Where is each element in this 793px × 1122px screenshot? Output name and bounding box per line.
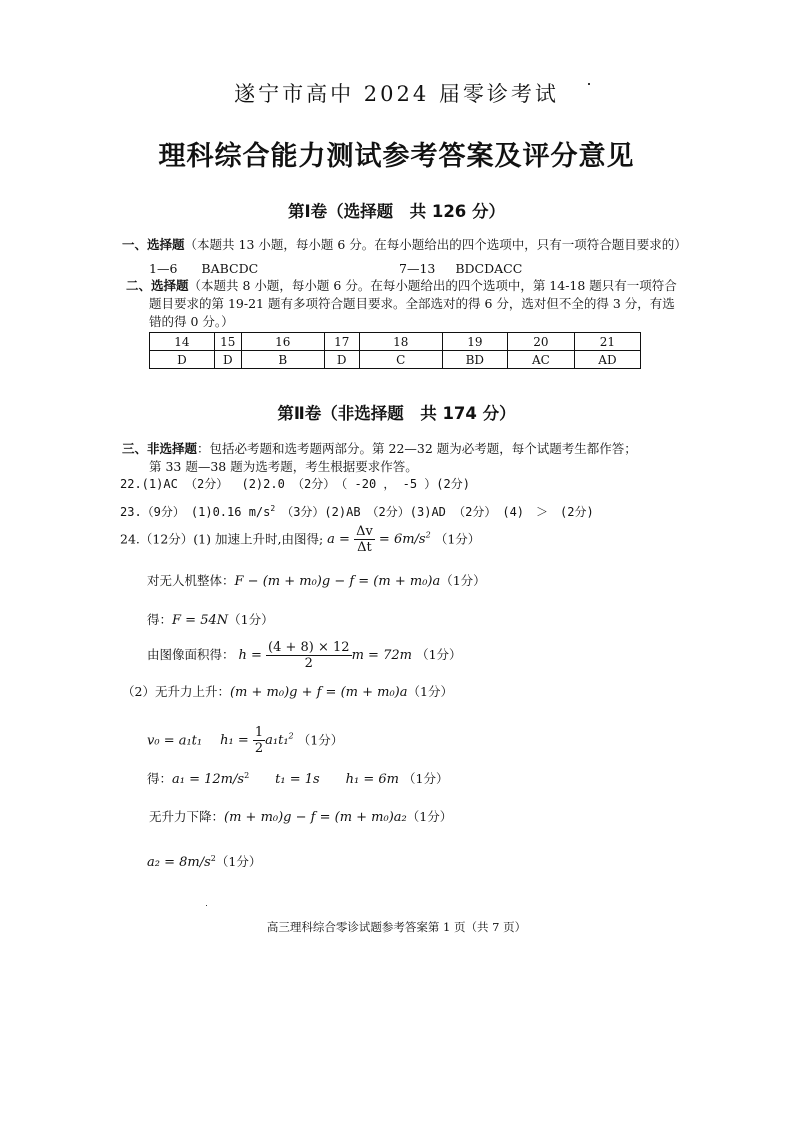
table-cell: 16	[241, 333, 324, 351]
table-cell: 17	[324, 333, 359, 351]
stray-mark	[588, 83, 590, 85]
q24-accel-lhs: a =	[327, 532, 355, 548]
table-cell: BD	[442, 351, 507, 369]
section3-line1: ：包括必考题和选考题两部分。第 22—32 题为必考题，每个试题考生都作答；	[197, 441, 637, 456]
table-cell: D	[214, 351, 241, 369]
table-cell: 20	[507, 333, 574, 351]
table-cell: B	[241, 351, 324, 369]
section2-line1: （本题共 8 小题，每小题 6 分。在每小题给出的四个选项中，第 14-18 题只有一项符合	[188, 278, 677, 293]
q24-get2-sup: 2	[244, 771, 250, 780]
q23-part-a: 23.（9分） (1)0.16 m/s	[120, 505, 271, 519]
q24-part2-line	[122, 683, 453, 701]
q24-accel-sup: 2	[425, 531, 431, 540]
q24-points-5: （1分）	[407, 684, 453, 699]
section2-line3: 错的得 0 分。）	[149, 314, 234, 329]
q24-area-lhs: h =	[238, 648, 267, 663]
table-cell: 19	[442, 333, 507, 351]
q24-a2-sup: 2	[210, 854, 216, 863]
section2-label: 二、选择题	[126, 278, 189, 293]
q24-down-eq: (m + m₀)g − f = (m + m₀)a₂	[224, 810, 407, 825]
q24-accel-rhs: = 6m/s	[374, 532, 426, 548]
q24-height-rhs: a₁t₁	[265, 733, 289, 749]
q24-accel-fraction	[354, 524, 375, 555]
q24-area-fraction	[266, 640, 352, 671]
section2-line2: 题目要求的第 19-21 题有多项符合题目要求。全部选对的得 6 分，选对但不全的得 3 分，有选	[149, 296, 675, 311]
table-cell: D	[150, 351, 215, 369]
q24-part2-label: （2）无升力上升：	[122, 684, 230, 699]
q24-area-rhs: m = 72m	[351, 648, 412, 663]
q24-height-fraction	[253, 725, 265, 756]
table-cell: 14	[150, 333, 215, 351]
q24-get2-label: 得：	[147, 771, 173, 787]
q24-height-lhs: h₁ =	[220, 733, 253, 749]
q24-get2-eq: a₁ = 12m/s	[172, 772, 245, 788]
table-cell: C	[359, 351, 442, 369]
q24-a2-line	[147, 850, 261, 871]
section3-label: 三、非选择题	[122, 441, 198, 456]
q24-points-6: （1分）	[297, 732, 344, 748]
page-footer: 高三理科综合零诊试题参考答案第 1 页（共 7 页）	[266, 920, 527, 934]
q24-get-eq: F = 54N	[172, 613, 229, 628]
exam-title: 遂宁市高中 2024 届零诊考试	[234, 82, 559, 106]
q24-intro: 24.（12分）(1) 加速上升时,由图得;	[120, 531, 324, 547]
q24-velocity-line	[147, 722, 343, 756]
answers-1-6-range: 1—6	[149, 261, 178, 276]
q24-down-line	[149, 808, 452, 826]
q24-accel-num: Δv	[356, 524, 373, 540]
q24-points-2: （1分）	[440, 573, 486, 588]
part1-heading: 第Ⅰ卷（选择题 共 126 分）	[287, 202, 506, 221]
table-cell: 15	[214, 333, 241, 351]
q24-get-line	[147, 611, 274, 629]
section3-line2: 第 33 题—38 题为选考题，考生根据要求作答。	[149, 459, 418, 474]
q24-points-8: （1分）	[406, 809, 453, 824]
table-cell: 18	[359, 333, 442, 351]
q24-height-sup: 2	[288, 732, 294, 741]
section2-instructions	[126, 277, 677, 294]
q24-points-7: （1分）	[403, 771, 449, 787]
q24-height-den: 2	[254, 741, 264, 757]
q24-height-num: 1	[254, 725, 264, 741]
part2-heading: 第Ⅱ卷（非选择题 共 174 分）	[277, 404, 516, 423]
q24-velocity-eq: v₀ = a₁t₁	[147, 733, 203, 749]
answer-q22: 22.(1)AC （2分） (2)2.0 （2分） （ -20 ， -5 ）(2分)	[120, 477, 470, 491]
q24-whole-line	[147, 572, 486, 590]
answers-7-13-value: BDCDACC	[455, 261, 523, 276]
stray-mark	[206, 905, 207, 906]
q24-points-3: （1分）	[228, 612, 274, 627]
q24-accel-den: Δt	[357, 540, 372, 556]
q24-points-9: （1分）	[215, 854, 262, 870]
table-row-numbers	[150, 333, 641, 351]
q24-down-label: 无升力下降：	[149, 809, 225, 824]
answers-1-6	[149, 260, 258, 277]
q24-height-formula	[220, 725, 298, 757]
q24-whole-label: 对无人机整体：	[147, 573, 235, 588]
q24-get-label: 得：	[147, 612, 173, 627]
answers-7-13-range: 7—13	[399, 261, 436, 276]
table-cell: AD	[574, 351, 640, 369]
table-row-answers	[150, 351, 641, 369]
q24-area-label: 由图像面积得：	[147, 647, 235, 662]
answer-key-title: 理科综合能力测试参考答案及评分意见	[158, 141, 635, 172]
q24-area-num: (4 + 8) × 12	[268, 640, 350, 655]
section1-label: 一、选择题	[122, 237, 185, 252]
section1-instructions	[122, 236, 687, 253]
section3-instructions	[122, 440, 637, 457]
table-cell: 21	[574, 333, 640, 351]
q23-sup: 2	[270, 504, 276, 513]
q24-points-4: （1分）	[416, 647, 462, 662]
answers-7-13	[399, 260, 522, 277]
q24-whole-eq: F − (m + m₀)g − f = (m + m₀)a	[234, 574, 441, 589]
table-cell: D	[324, 351, 359, 369]
q24-get2-line	[147, 767, 448, 788]
q23-part-b: （3分）(2)AB （2分）(3)AD （2分） (4) ＞ (2分)	[275, 505, 594, 519]
answer-table	[149, 332, 641, 369]
q24-area-line	[147, 640, 462, 671]
q24-get2-height: h₁ = 6m	[345, 772, 400, 788]
answer-q24-part1	[120, 521, 480, 555]
answer-q23	[120, 500, 594, 521]
q24-a2-eq: a₂ = 8m/s	[147, 855, 211, 871]
q24-part2-eq: (m + m₀)g + f = (m + m₀)a	[229, 685, 408, 700]
table-cell: AC	[507, 351, 574, 369]
section1-text: （本题共 13 小题，每小题 6 分。在每小题给出的四个选项中，只有一项符合题目要求的）	[184, 237, 687, 252]
q24-area-den: 2	[304, 656, 313, 671]
answers-1-6-value: BABCDC	[201, 261, 259, 276]
q24-points-1: （1分）	[434, 531, 481, 547]
q24-get2-time: t₁ = 1s	[275, 772, 320, 788]
